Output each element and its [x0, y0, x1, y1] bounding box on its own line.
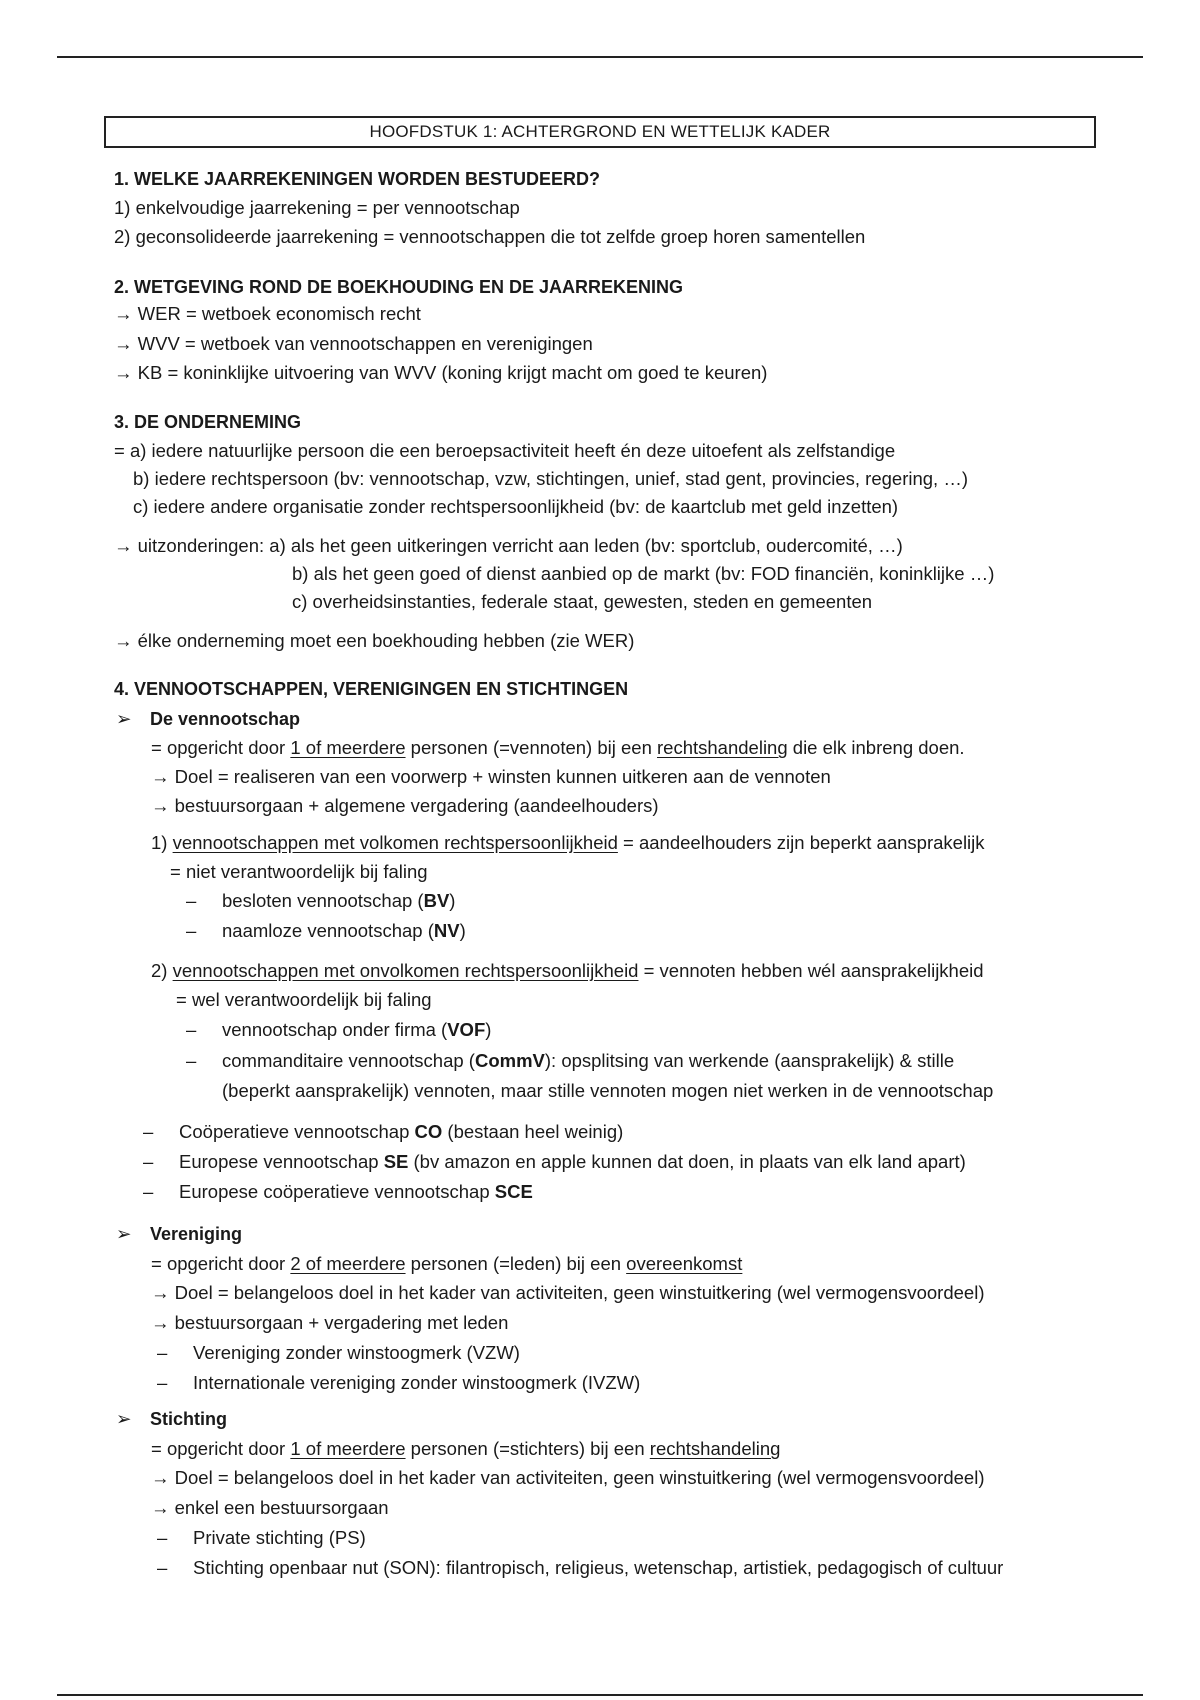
stichting-organen: → enkel een bestuursorgaan: [151, 1497, 389, 1518]
section-3-heading: 3. DE ONDERNEMING: [114, 412, 302, 432]
section-2-heading: 2. WETGEVING ROND DE BOEKHOUDING EN DE JAARREKENING: [114, 277, 684, 297]
bullet-icon: ➢: [116, 1223, 132, 1244]
dash-icon: –: [186, 1019, 197, 1040]
vennootschap-title: De vennootschap: [150, 709, 301, 729]
dash-icon: –: [157, 1342, 168, 1363]
se-item: Europese vennootschap SE (bv amazon en apple kunnen dat doen, in plaats van elk land apart): [179, 1151, 966, 1172]
dash-icon: –: [157, 1372, 168, 1393]
vennootschap-definition: = opgericht door 1 of meerdere personen (=vennoten) bij een rechtshandeling die elk inbreng doen.: [151, 737, 965, 758]
onvolkomen-rechtspersoonlijkheid: 2) vennootschappen met onvolkomen rechtspersoonlijkheid = vennoten hebben wél aansprakelijkheid: [151, 960, 984, 981]
s3-item-b: b) iedere rechtspersoon (bv: vennootschap, vzw, stichtingen, unief, stad gent, provincies, regering, …): [133, 468, 969, 489]
s3-every-enterprise: → élke onderneming moet een boekhouding hebben (zie WER): [114, 630, 635, 651]
son-item: Stichting openbaar nut (SON): filantropisch, religieus, wetenschap, artistiek, pedagogisch of cultuur: [193, 1557, 1004, 1578]
s3-item-c: c) iedere andere organisatie zonder rechtspersoonlijkheid (bv: de kaartclub met geld inzetten): [133, 496, 899, 517]
s3-exception-b: b) als het geen goed of dienst aanbied op de markt (bv: FOD financiën, koninklijke …): [292, 563, 995, 584]
onvolkomen-sub: = wel verantwoordelijk bij faling: [176, 989, 432, 1010]
vereniging-title: Vereniging: [150, 1224, 243, 1244]
bv-item: besloten vennootschap (BV): [222, 890, 456, 911]
section-1-heading: 1. WELKE JAARREKENINGEN WORDEN BESTUDEERD?: [114, 169, 601, 189]
volkomen-rechtspersoonlijkheid: 1) vennootschappen met volkomen rechtspersoonlijkheid = aandeelhouders zijn beperkt aansprakelijk: [151, 832, 985, 853]
dash-icon: –: [143, 1121, 154, 1142]
section-4-heading: 4. VENNOOTSCHAPPEN, VERENIGINGEN EN STICHTINGEN: [114, 679, 629, 699]
vennootschap-doel: → Doel = realiseren van een voorwerp + winsten kunnen uitkeren aan de vennoten: [151, 766, 831, 787]
ivzw-item: Internationale vereniging zonder winstoogmerk (IVZW): [193, 1372, 641, 1393]
ps-item: Private stichting (PS): [193, 1527, 366, 1548]
dash-icon: –: [143, 1181, 154, 1202]
s2-line-2: → WVV = wetboek van vennootschappen en verenigingen: [114, 333, 593, 354]
dash-icon: –: [186, 890, 197, 911]
dash-icon: –: [157, 1557, 168, 1578]
s2-line-1: → WER = wetboek economisch recht: [114, 303, 421, 324]
dash-icon: –: [186, 1050, 197, 1071]
stichting-definition: = opgericht door 1 of meerdere personen (=stichters) bij een rechtshandeling: [151, 1438, 781, 1459]
vzw-item: Vereniging zonder winstoogmerk (VZW): [193, 1342, 520, 1363]
dash-icon: –: [157, 1527, 168, 1548]
chapter-title: HOOFDSTUK 1: ACHTERGROND EN WETTELIJK KADER: [104, 116, 1096, 148]
bottom-rule: [57, 1694, 1143, 1696]
s1-line-1: 1) enkelvoudige jaarrekening = per vennootschap: [114, 197, 520, 218]
nv-item: naamloze vennootschap (NV): [222, 920, 466, 941]
commv-continued: (beperkt aansprakelijk) vennoten, maar stille vennoten mogen niet werken in de vennootschap: [222, 1080, 994, 1101]
dash-icon: –: [186, 920, 197, 941]
sce-item: Europese coöperatieve vennootschap SCE: [179, 1181, 533, 1202]
co-item: Coöperatieve vennootschap CO (bestaan heel weinig): [179, 1121, 624, 1142]
vereniging-definition: = opgericht door 2 of meerdere personen (=leden) bij een overeenkomst: [151, 1253, 743, 1274]
s3-item-a: = a) iedere natuurlijke persoon die een beroepsactiviteit heeft én deze uitoefent als zelfstandige: [114, 440, 896, 461]
volkomen-sub: = niet verantwoordelijk bij faling: [170, 861, 428, 882]
s3-exception-c: c) overheidsinstanties, federale staat, gewesten, steden en gemeenten: [292, 591, 873, 612]
stichting-doel: → Doel = belangeloos doel in het kader van activiteiten, geen winstuitkering (wel vermogensvoordeel): [151, 1467, 985, 1488]
s3-exception-a: → uitzonderingen: a) als het geen uitkeringen verricht aan leden (bv: sportclub, oudercomité, …): [114, 535, 903, 556]
s1-line-2: 2) geconsolideerde jaarrekening = vennootschappen die tot zelfde groep horen samentellen: [114, 226, 866, 247]
s2-line-3: → KB = koninklijke uitvoering van WVV (koning krijgt macht om goed te keuren): [114, 362, 768, 383]
dash-icon: –: [143, 1151, 154, 1172]
vof-item: vennootschap onder firma (VOF): [222, 1019, 492, 1040]
vereniging-doel: → Doel = belangeloos doel in het kader van activiteiten, geen winstuitkering (wel vermogensvoordeel): [151, 1282, 985, 1303]
stichting-title: Stichting: [150, 1409, 227, 1429]
commv-item: commanditaire vennootschap (CommV): opsplitsing van werkende (aansprakelijk) & stille: [222, 1050, 955, 1071]
vereniging-organen: → bestuursorgaan + vergadering met leden: [151, 1312, 509, 1333]
bullet-icon: ➢: [116, 1408, 132, 1429]
vennootschap-organen: → bestuursorgaan + algemene vergadering (aandeelhouders): [151, 795, 659, 816]
top-rule: [57, 56, 1143, 58]
bullet-icon: ➢: [116, 708, 132, 729]
